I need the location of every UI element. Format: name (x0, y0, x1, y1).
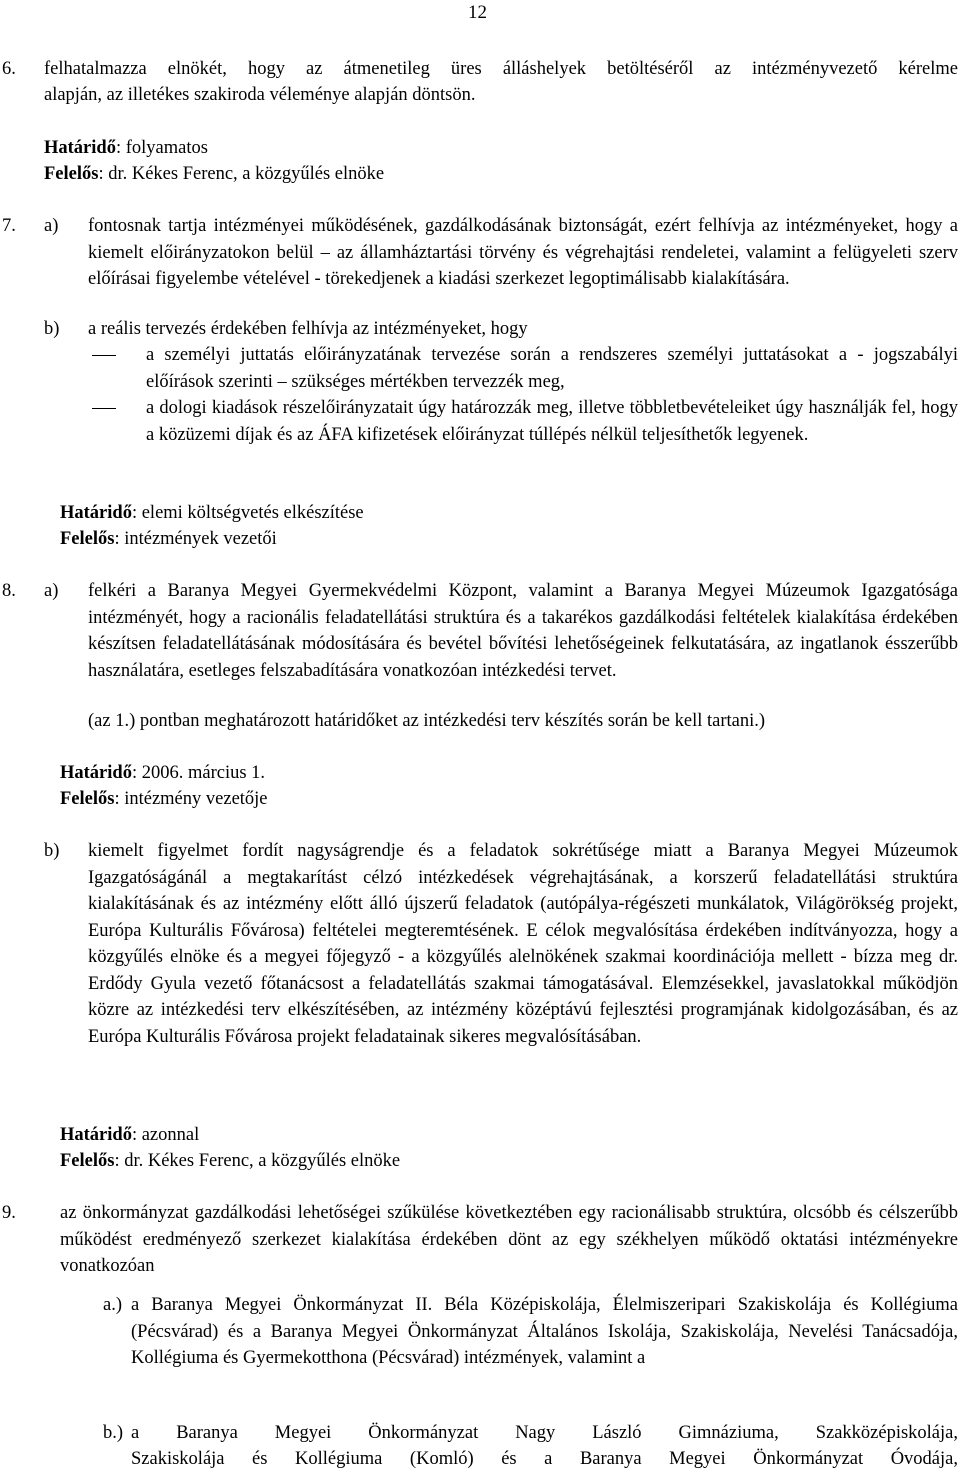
item9-b-line2: Szakiskolája és Kollégiuma (Komló) és a Baranya Megyei Önkormányzat Óvodája, (131, 1449, 958, 1469)
item8-a-text: felkéri a Baranya Megyei Gyermekvédelmi Központ, valamint a Baranya Megyei Múzeumok Igazgatósága intézményét, hogy a racionális feladatellátási struktúra és a takarékos gazdálkodási feltételek kialakítása érdekében készítsen feladatellátásának módosítására és bevétel bővítési lehetőségeinek felkutatására, az ingatlanok ésszerűbb használatára, esetleges felszabadítására vonatkozóan intézkedési tervet. (88, 581, 958, 681)
item9-number: 9. (2, 1203, 16, 1223)
item6-line2: alapján, az illetékes szakiroda véleménye alapján döntsön. (44, 85, 476, 105)
item8-b-text: kiemelt figyelmet fordít nagyságrendje és a feladatok sokrétűsége miatt a Baranya Megyei Múzeumok Igazgatóságánál a megtakarítást célzó intézkedések végrehajtásának, a korszerű feladatellátási struktúra kialakításának és az intézmény előtt álló újszerű feladatok (autópálya-régészeti munkálatok, Világörökség projekt, Európa Kulturális Fővárosa) feltételei megteremtésének. E célok megvalósítása érdekében indítványozza, hogy a közgyűlés elnöke és a megyei főjegyző - a közgyűlés alelnökének szakmai koordinációja mellett - bízza meg dr. Erdődy Gyula vezető főtanácsost a feladatellátás szakmai támogatásával. Elemzésekkel, javaslatokkal működjön közre az intézkedési terv elkészítésében, az intézmény középtávú fejlesztési programjának kidolgozásában, és az Európa Kulturális Fővárosa projekt feladatainak sikeres megvalósításában. (88, 841, 958, 1047)
item9-b-line1: a Baranya Megyei Önkormányzat Nagy László Gimnáziuma, Szakközépiskolája, (131, 1423, 958, 1443)
bullet-dash (92, 355, 116, 356)
responsible-label: Felelős (60, 1151, 115, 1171)
item8-a-label: a) (44, 581, 59, 601)
item6-number: 6. (2, 59, 16, 79)
responsible-value: : dr. Kékes Ferenc, a közgyűlés elnöke (114, 1151, 401, 1171)
responsible-value: : dr. Kékes Ferenc, a közgyűlés elnöke (98, 164, 385, 184)
bullet-dash (92, 408, 116, 409)
deadline-value: : azonnal (131, 1125, 200, 1145)
item6-deadline (44, 135, 208, 162)
deadline-label: Határidő (44, 138, 116, 158)
page-number: 12 (468, 2, 487, 23)
item9-text: az önkormányzat gazdálkodási lehetőségei szűkülése következtében egy racionálisabb struktúra, olcsóbb és célszerűbb működést eredményező szerkezet kialakítása érdekében dönt az egy székhelyen működő oktatási intézményekre vonatkozóan (60, 1203, 958, 1276)
responsible-label: Felelős (60, 529, 115, 549)
item7-number: 7. (2, 216, 16, 236)
item7-bullet2: a dologi kiadások részelőirányzatait úgy határozzák meg, illetve többletbevételeiket úgy használják fel, hogy a közüzemi díjak és az ÁFA kifizetések előirányzat túllépés nélkül teljesíthetők legyenek. (146, 398, 958, 445)
responsible-value: : intézmények vezetői (114, 529, 277, 549)
item7-b-label: b) (44, 319, 60, 339)
item8-b-responsible (60, 1148, 400, 1175)
deadline-label: Határidő (60, 503, 132, 523)
item6-line1: felhatalmazza elnökét, hogy az átmenetileg üres álláshelyek betöltéséről az intézményvezető kérelme (44, 59, 958, 79)
responsible-value: : intézmény vezetője (114, 789, 268, 809)
item7-deadline (60, 500, 364, 527)
item8-a-note: (az 1.) pontban meghatározott határidőket az intézkedési terv készítés során be kell tartani.) (88, 711, 766, 731)
item7-b-text: a reális tervezés érdekében felhívja az intézményeket, hogy (88, 319, 528, 339)
deadline-value: : folyamatos (115, 138, 208, 158)
item9-a-label: a.) (103, 1295, 122, 1315)
item7-a-label: a) (44, 216, 59, 236)
item7-responsible (60, 526, 277, 553)
item7-a-text: fontosnak tartja intézményei működésének, gazdálkodásának biztonságát, ezért felhívja az intézményeket, hogy a kiemelt előirányzatokon belül – az államháztartási törvény és végrehajtási rendeletei, valamint a felügyeleti szerv előírásai figyelembe vételével - törekedjenek a kiadási szerkezet legoptimálisabb kialakítására. (88, 216, 958, 289)
deadline-label: Határidő (60, 1125, 132, 1145)
deadline-value: : elemi költségvetés elkészítése (131, 503, 364, 523)
item8-number: 8. (2, 581, 16, 601)
item7-bullet1: a személyi juttatás előirányzatának tervezése során a rendszeres személyi juttatásokat a - jogszabályi előírások szerinti – szükséges mértékben tervezzék meg, (146, 345, 958, 392)
item8-b-deadline (60, 1122, 199, 1149)
deadline-value: : 2006. március 1. (131, 763, 266, 783)
item9-a-text: a Baranya Megyei Önkormányzat II. Béla Középiskolája, Élelmiszeripari Szakiskolája és Kollégiuma (Pécsvárad) és a Baranya Megyei Önkormányzat Általános Iskolája, Szakiskolája, Nevelési Tanácsadója, Kollégiuma és Gyermekotthona (Pécsvárad) intézmények, valamint a (131, 1295, 958, 1368)
item8-b-label: b) (44, 841, 60, 861)
item6-responsible (44, 161, 384, 188)
responsible-label: Felelős (44, 164, 99, 184)
item8-a-responsible (60, 786, 268, 813)
deadline-label: Határidő (60, 763, 132, 783)
responsible-label: Felelős (60, 789, 115, 809)
item8-a-deadline (60, 760, 265, 787)
item9-b-label: b.) (103, 1423, 124, 1443)
